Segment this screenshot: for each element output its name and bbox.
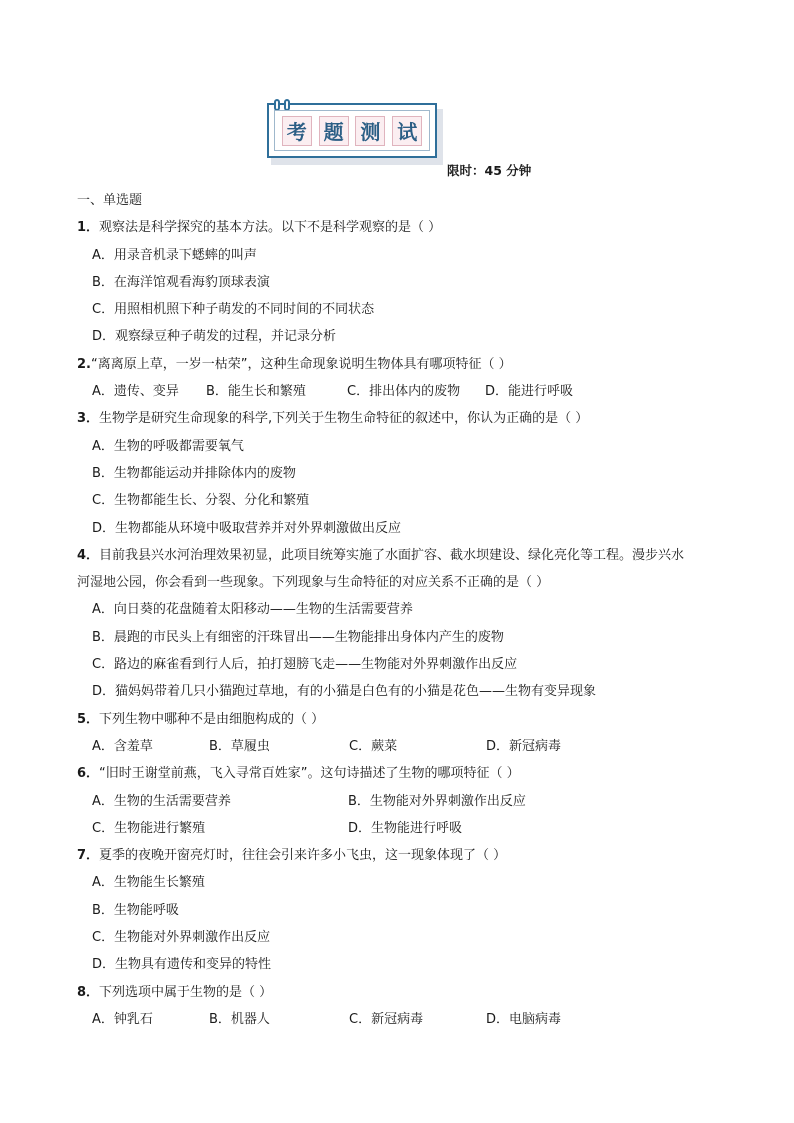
- question-number: 5．: [77, 711, 100, 727]
- option: B．能生长和繁殖: [206, 384, 306, 400]
- banner-card: [267, 103, 437, 158]
- option-row: [77, 378, 727, 405]
- option: C．蕨菜: [349, 738, 398, 754]
- question-text: “离离原上草，一岁一枯荣”，这种生命现象说明生物体具有哪项特征（ ）: [90, 356, 512, 372]
- option: B．生物能呼吸: [92, 902, 179, 918]
- question-8: [77, 979, 727, 1006]
- option: D．生物能进行呼吸: [348, 820, 463, 836]
- option: A．用录音机录下蟋蟀的叫声: [92, 247, 257, 263]
- option: C．用照相机照下种子萌发的不同时间的不同状态: [92, 302, 375, 318]
- option: A．生物能生长繁殖: [92, 875, 205, 891]
- question-3: [77, 405, 727, 432]
- question-number: 2.: [77, 356, 91, 372]
- option-row: [77, 788, 727, 815]
- banner-char: 测: [355, 116, 385, 146]
- question-number: 6．: [77, 766, 100, 782]
- option: D．生物都能从环境中吸取营养并对外界刺激做出反应: [92, 520, 402, 536]
- question-text: 生物学是研究生命现象的科学,下列关于生物生命特征的叙述中，你认为正确的是（ ）: [99, 411, 589, 427]
- question-number: 1．: [77, 220, 100, 236]
- option: A．钟乳石: [92, 1011, 153, 1027]
- question-number: 8．: [77, 984, 100, 1000]
- option: C．排出体内的废物: [347, 384, 461, 400]
- banner-char: 试: [392, 116, 422, 146]
- banner-char: 题: [319, 116, 349, 146]
- option: C．新冠病毒: [349, 1011, 424, 1027]
- question-2: [77, 351, 727, 378]
- option: B．生物都能运动并排除体内的废物: [92, 465, 296, 481]
- option: C．路边的麻雀看到行人后，拍打翅膀飞走——生物能对外界刺激作出反应: [92, 657, 518, 673]
- question-text: 下列生物中哪种不是由细胞构成的（ ）: [99, 711, 325, 727]
- banner-inner: [274, 110, 430, 151]
- question-text: 目前我县兴水河治理效果初显，此项目统筹实施了水面扩容、截水坝建设、绿化亮化等工程。漫步兴水: [99, 547, 685, 563]
- question-text-continued: 河湿地公园，你会看到一些现象。下列现象与生命特征的对应关系不正确的是（ ）: [77, 575, 550, 591]
- question-text: 观察法是科学探究的基本方法。以下不是科学观察的是（ ）: [99, 220, 442, 236]
- option: C．生物都能生长、分裂、分化和繁殖: [92, 493, 310, 509]
- option-row: [77, 815, 727, 842]
- question-list: [77, 187, 727, 1033]
- question-7: [77, 842, 727, 869]
- section-title: 一、单选题: [77, 193, 143, 208]
- option-row: [77, 1006, 727, 1033]
- option: A．向日葵的花盘随着太阳移动——生物的生活需要营养: [92, 602, 413, 618]
- option: B．生物能对外界刺激作出反应: [348, 793, 526, 809]
- option-row: [77, 733, 727, 760]
- banner-char: 考: [282, 116, 312, 146]
- option: D．生物具有遗传和变异的特性: [92, 957, 272, 973]
- option: A．生物的生活需要营养: [92, 793, 231, 809]
- option: B．在海洋馆观看海豹顶球表演: [92, 274, 270, 290]
- question-4: [77, 542, 727, 569]
- option: C．生物能对外界刺激作出反应: [92, 930, 271, 946]
- option: B．机器人: [209, 1011, 270, 1027]
- question-number: 7．: [77, 848, 100, 864]
- option: D．新冠病毒: [486, 738, 562, 754]
- question-5: [77, 706, 727, 733]
- exam-banner: [267, 103, 443, 165]
- question-text: 夏季的夜晚开窗亮灯时，往往会引来许多小飞虫，这一现象体现了（ ）: [99, 848, 507, 864]
- question-number: 4．: [77, 547, 100, 563]
- option: D．电脑病毒: [486, 1011, 562, 1027]
- option: D．猫妈妈带着几只小猫跑过草地，有的小猫是白色有的小猫是花色——生物有变异现象: [92, 684, 597, 700]
- question-number: 3．: [77, 411, 100, 427]
- option: B．草履虫: [209, 738, 270, 754]
- option: A．生物的呼吸都需要氧气: [92, 438, 244, 454]
- option: D．能进行呼吸: [485, 384, 574, 400]
- question-text: “旧时王谢堂前燕，飞入寻常百姓家”。这句诗描述了生物的哪项特征（ ）: [99, 766, 520, 782]
- option: A．遗传、变异: [92, 384, 179, 400]
- question-text: 下列选项中属于生物的是（ ）: [99, 984, 273, 1000]
- time-limit: 限时：45 分钟: [447, 163, 532, 178]
- question-1: [77, 214, 727, 241]
- option: B．晨跑的市民头上有细密的汗珠冒出——生物能排出身体内产生的废物: [92, 629, 504, 645]
- option: D．观察绿豆种子萌发的过程，并记录分析: [92, 329, 337, 345]
- option: C．生物能进行繁殖: [92, 820, 206, 836]
- option: A．含羞草: [92, 738, 153, 754]
- question-6: [77, 760, 727, 787]
